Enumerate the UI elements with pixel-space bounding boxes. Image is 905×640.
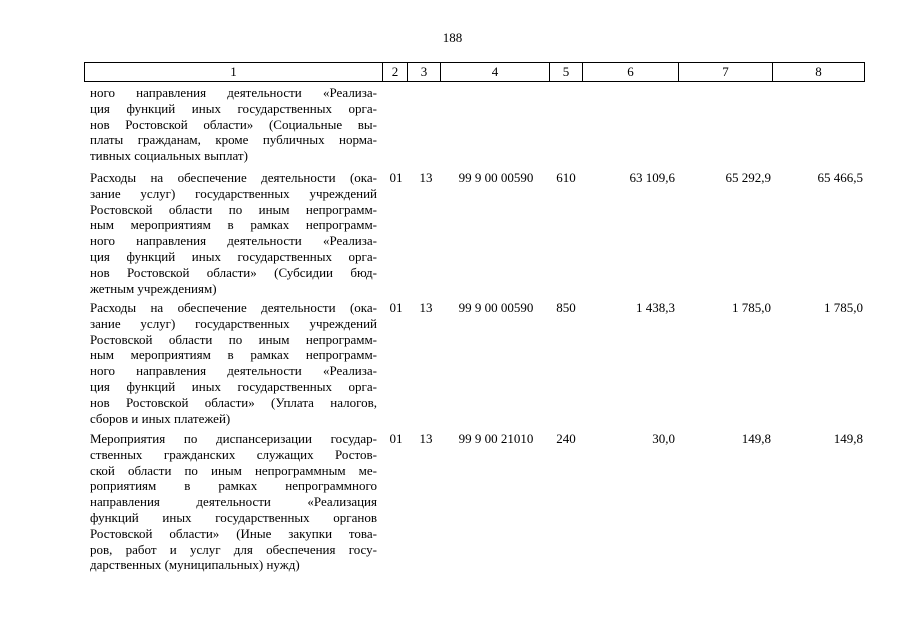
section-code: 01	[389, 431, 403, 446]
description-line: ного направления деятельности «Реализа-	[90, 233, 377, 249]
table-header-row	[84, 62, 865, 82]
description-line: дарственных (муниципальных) нужд)	[90, 557, 300, 573]
amount-year-3: 149,8	[833, 431, 863, 446]
header-col-2: 2	[383, 63, 408, 81]
target-article-code: 99 9 00 00590	[458, 300, 534, 315]
row-description	[90, 85, 377, 164]
description-line: ция функций иных государственных орга-	[90, 248, 377, 264]
description-line: нов Ростовской области» (Социальные вы-	[90, 116, 377, 132]
description-line: тивных социальных выплат)	[90, 148, 248, 164]
header-col-5: 5	[550, 63, 583, 81]
description-line: зание услуг) государственных учреждений	[90, 315, 377, 331]
amount-year-2: 149,8	[741, 431, 771, 446]
description-line: ным мероприятиям в рамках непрограмм-	[90, 347, 377, 363]
description-line: функций иных государственных органов	[90, 509, 377, 525]
section-code: 01	[389, 300, 403, 315]
amount-year-2: 65 292,9	[725, 170, 771, 185]
description-line: Мероприятия по диспансеризации государ-	[90, 431, 377, 446]
expense-type-code: 850	[556, 300, 576, 315]
header-col-4: 4	[441, 63, 550, 81]
description-line: жетным учреждениям)	[90, 280, 217, 296]
amount-year-1: 63 109,6	[629, 170, 675, 185]
description-line: направления деятельности «Реализация	[90, 494, 377, 510]
description-line: ственных гражданских служащих Ростов-	[90, 446, 377, 462]
description-line: ного направления деятельности «Реализа-	[90, 363, 377, 379]
row-description	[90, 431, 377, 573]
row-description	[90, 170, 377, 296]
description-line: ция функций иных государственных орга-	[90, 378, 377, 394]
row-description	[90, 300, 377, 426]
header-col-3: 3	[408, 63, 441, 81]
description-line: Ростовской области по иным непрограмм-	[90, 201, 377, 217]
description-line: сборов и иных платежей)	[90, 410, 231, 426]
subsection-code: 13	[419, 170, 433, 185]
description-line: Расходы на обеспечение деятельности (ока-	[90, 170, 377, 185]
header-col-8: 8	[815, 64, 822, 79]
target-article-code: 99 9 00 00590	[458, 170, 534, 185]
description-line: нов Ростовской области» (Субсидии бюд-	[90, 264, 377, 280]
description-line: Расходы на обеспечение деятельности (ока-	[90, 300, 377, 315]
description-line: роприятиям в рамках непрограммного	[90, 478, 377, 494]
subsection-code: 13	[419, 300, 433, 315]
description-line: ным мероприятиям в рамках непрограмм-	[90, 217, 377, 233]
description-line: ного направления деятельности «Реализа-	[90, 85, 377, 100]
amount-year-2: 1 785,0	[732, 300, 771, 315]
amount-year-3: 65 466,5	[817, 170, 863, 185]
header-col-6: 6	[583, 63, 679, 81]
description-line: зание услуг) государственных учреждений	[90, 185, 377, 201]
description-line: Ростовской области» (Иные закупки това-	[90, 525, 377, 541]
subsection-code: 13	[419, 431, 433, 446]
target-article-code: 99 9 00 21010	[458, 431, 534, 446]
amount-year-1: 30,0	[652, 431, 675, 446]
description-line: ской области по иным непрограммным ме-	[90, 462, 377, 478]
expense-type-code: 240	[556, 431, 576, 446]
expense-type-code: 610	[556, 170, 576, 185]
header-col-7: 7	[679, 63, 773, 81]
page-number: 188	[442, 30, 463, 45]
header-col-1: 1	[85, 63, 383, 81]
description-line: Ростовской области по иным непрограмм-	[90, 331, 377, 347]
description-line: нов Ростовской области» (Уплата налогов,	[90, 394, 377, 410]
description-line: ция функций иных государственных орга-	[90, 100, 377, 116]
amount-year-1: 1 438,3	[636, 300, 675, 315]
description-line: ров, работ и услуг для обеспечения госу-	[90, 541, 377, 557]
section-code: 01	[389, 170, 403, 185]
amount-year-3: 1 785,0	[824, 300, 863, 315]
description-line: платы гражданам, кроме публичных норма-	[90, 132, 377, 148]
